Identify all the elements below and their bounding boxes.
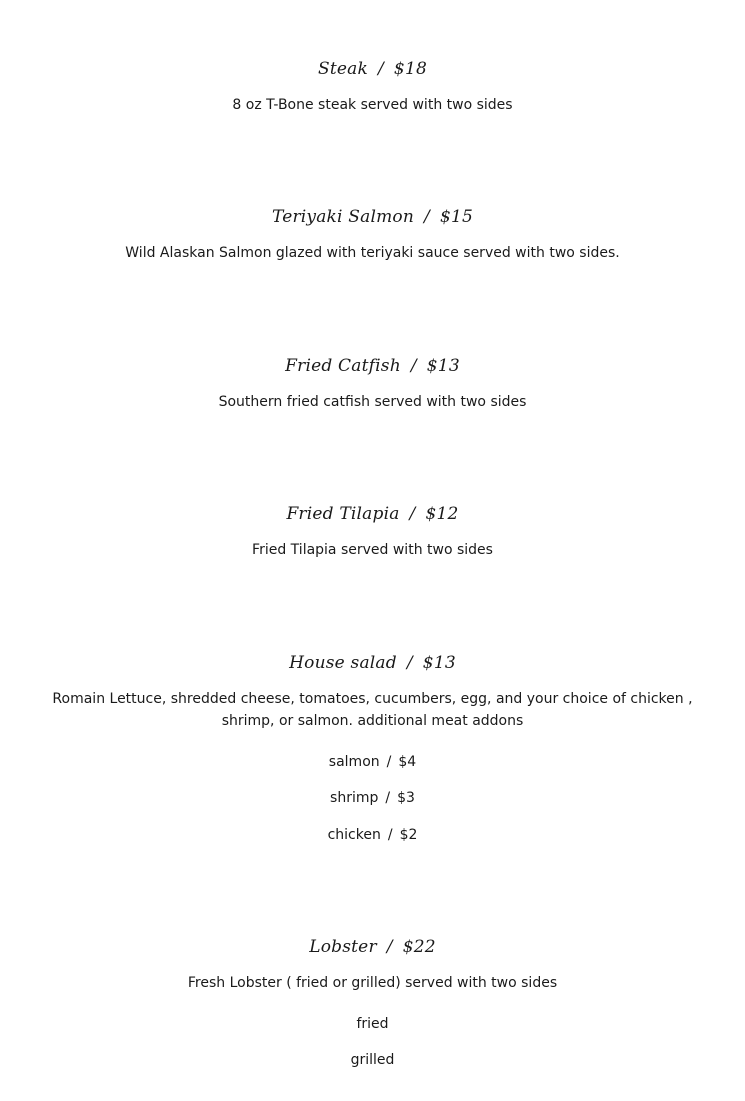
addon-chicken	[0, 825, 745, 845]
item-name: Fried Catfish	[285, 356, 401, 376]
item-price: $13	[422, 653, 456, 673]
menu-item-title-lobster	[0, 936, 745, 958]
addon-name: chicken	[327, 827, 381, 843]
item-price: $18	[393, 59, 427, 79]
separator: /	[386, 754, 392, 770]
item-name: Lobster	[309, 937, 377, 957]
item-name: Fried Tilapia	[286, 504, 400, 524]
separator: /	[385, 790, 391, 806]
addon-price: $2	[399, 827, 418, 843]
item-name: Steak	[318, 59, 368, 79]
addon-salmon	[0, 752, 745, 772]
addon-price: $3	[397, 790, 415, 806]
separator: /	[377, 59, 384, 79]
addon-name: salmon	[328, 754, 380, 770]
item-price: $22	[402, 937, 436, 957]
menu-item-title-fried-catfish	[0, 355, 745, 377]
menu-item-description-steak: 8 oz T-Bone steak served with two sides	[232, 97, 513, 113]
menu-item-description-lobster: Fresh Lobster ( fried or grilled) served with two sides	[187, 975, 558, 991]
item-price: $15	[439, 207, 474, 227]
separator: /	[424, 207, 430, 227]
item-price: $12	[425, 504, 459, 524]
separator: /	[387, 827, 393, 843]
menu-item-title-teriyaki-salmon	[0, 206, 745, 228]
menu-item-description-fried-tilapia: Fried Tilapia served with two sides	[252, 542, 493, 558]
menu-item-title-fried-tilapia	[0, 503, 745, 525]
separator: /	[406, 653, 413, 673]
menu-item-title-house-salad	[0, 652, 745, 674]
addon-shrimp	[0, 788, 745, 808]
addon-name: shrimp	[330, 790, 379, 806]
option-grilled: grilled	[350, 1052, 395, 1068]
addon-price: $4	[398, 754, 417, 770]
menu-item-title-steak	[0, 58, 745, 80]
separator: /	[410, 356, 417, 376]
item-name: House salad	[289, 653, 397, 673]
menu-item-description-house-salad: Romain Lettuce, shredded cheese, tomatoes, cucumbers, egg, and your choice of chicken , shrimp, or salmon. additional meat addons	[52, 691, 693, 729]
item-price: $13	[426, 356, 460, 376]
item-name: Teriyaki Salmon	[271, 207, 415, 227]
menu-item-description-teriyaki-salmon: Wild Alaskan Salmon glazed with teriyaki sauce served with two sides.	[125, 245, 620, 261]
menu-item-description-fried-catfish: Southern fried catfish served with two sides	[218, 394, 527, 410]
option-fried: fried	[356, 1016, 389, 1032]
separator: /	[386, 937, 393, 957]
separator: /	[409, 504, 416, 524]
